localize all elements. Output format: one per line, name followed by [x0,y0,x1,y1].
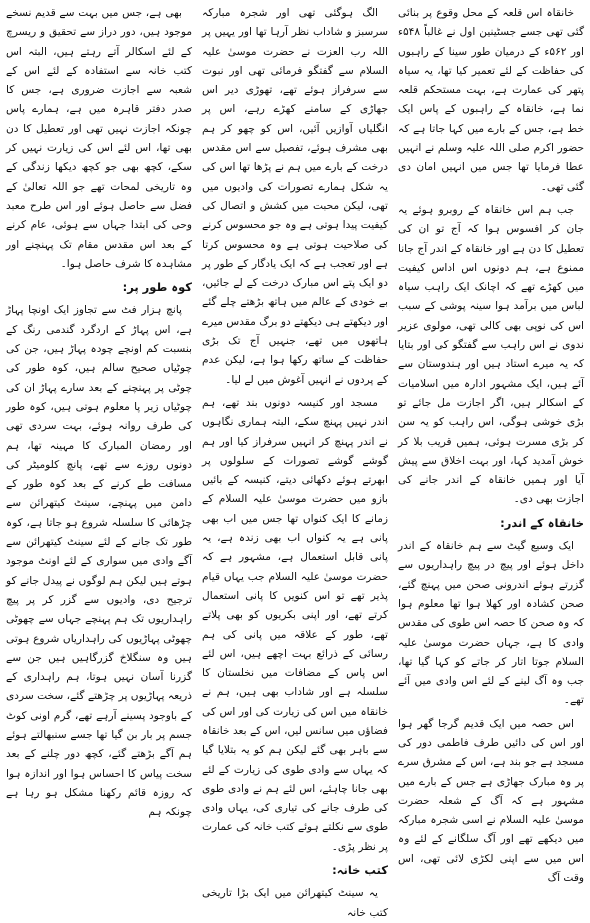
paragraph: جب ہم اس خانقاہ کے روبرو ہوئے یہ جان کر افسوس ہوا کہ آج تو ان کی تعطیل کا دن ہے اور خانقاہ کے اندر آج جانا ممنوع ہے، ہم دونوں اس اداس کیفیت میں کھڑے تھے کہ اچانک ایک راہب سیاہ لباس میں برآمد ہوا سینہ پوشی کے سبب اس کی نوپی بھی کالی تھی، مولوی عزیر ندوی نے اس راہب سے گفتگو کی اور بتایا کہ یہ میرے استاد ہیں اور ہندوستان سے آئے ہیں، ایک مشہور ادارہ میں اسلامیات کے اسکالر ہیں، اگر اجازت مل جائے تو بڑی خوشی ہوگی، اس راہب کو یہ سن کر بڑی مسرت ہوئی، ہمیں قریب بلا کر خوش آمدید کہا، اور بہت اخلاق سے پیش آیا اور ہمیں خانقاہ کے اندر جانے کی اجازت بھی دی۔ [398,203,584,506]
paragraph: پانچ ہزار فٹ سے تجاوز ایک اونچا پہاڑ ہے، اس پہاڑ کے اردگرد گندمی رنگ کے بنسبت کم اونچے چودہ پہاڑ ہیں، جن کی چوٹیاں صحیح سالم ہیں، کوہ طور کی چوٹی پر پہنچنے کے بعد سارے پہاڑ ان کی چوٹیاں زیر پا معلوم ہوتی ہیں، کوہ طور کی طرف روانہ ہوئے، بہت سردی تھی اور رمضان المبارک کا مہینہ تھا، ہم دونوں روزے سے تھے، پانچ کلومیٹر کی مسافت طے کرنے کے بعد کوہ طور کے دامن میں پہنچے، سینٹ کیتھرائن سے چڑھائی کا سلسلہ شروع ہو جاتا ہے، کوہ طور تک جانے کے لئے سینٹ کیتھرائن سے آگے وادی میں سواری کے لئے اونٹ موجود ہوتے ہیں لیکن ہم لوگوں نے پیدل جانے کو ترجیح دی، وادیوں سے گزر کر پر پیچ راہداریوں تک ہم پہنچے جہاں سے چھوٹی چھوٹی پہاڑیوں کی راہداریاں شروع ہوتی ہیں وہ سنگلاخ گزرگاہیں ہیں جن سے گزرنا آسان نہیں ہوتا، ہم راہداری کے ذریعہ پہاڑیوں پر چڑھتے گئے، سخت سردی کے باوجود پسینے آرہے تھے، گرم اونی کوٹ جسم پر بار بن گیا تھا جسے سنبھالتے ہوئے ہم آگے بڑھتے گئے، کچھ دور چلنے کے بعد سخت پیاس کا احساس ہوا اور اندازہ ہوا کہ روزہ قائم رکھنا مشکل ہو رہا ہے چونکہ ہم [6,304,192,819]
paragraph: ایک وسیع گیٹ سے ہم خانقاہ کے اندر داخل ہوئے اور پیچ در پیچ راہداریوں سے گزرتے ہوئے اندرونی صحن میں پہنچ گئے، صحن کشادہ اور کھلا ہوا تھا معلوم ہوا کہ وہ صحن کا حصہ اس طوی کی مقدس وادی کا ہے، جہاں حضرت موسیٰ علیہ السلام جوتا اتار کر جاتے کو کہا گیا تھا، جب وہ آگ لینے کے لئے اس وادی میں آئے تھے۔ [398,540,584,707]
paragraph: یہ سینٹ کیتھرائن میں ایک بڑا تاریخی کتب خانہ [202,887,388,919]
column-left [6,4,192,819]
paragraph: خانقاہ اس قلعہ کے محل وقوع پر بنائی گئی تھی جسے جسٹینین اول نے غالباً ۵۴۸ء اور ۵۶۲ء کے درمیان طور سینا کے راہبوں کی حفاظت کے لئے تعمیر کیا تھا، یہ سیاہ پتھر کی عمارت ہے، بہت مستحکم قلعہ نما ہے، خانقاہ کے راہبوں کے پاس ایک خط ہے، جس کے بارے میں کہا جاتا ہے کہ حضور اکرم صلی اللہ علیہ وسلم نے انہیں عطا فرمایا تھا جس میں انہیں امان دی گئی تھی۔ [398,7,584,193]
section-heading: کوہ طور پر: [122,280,192,295]
column-middle [202,4,388,919]
paragraph: الگ ہوگئی تھی اور شجرہ مبارکہ سرسبز و شاداب نظر آرہا تھا اور یہیں پر اللہ رب العزت نے حضرت موسیٰ علیہ السلام سے گفتگو فرمائی تھی اور نبوت سے سرفراز ہوئے تھے، تھوڑی دیر اس جھاڑی کے سامنے کھڑے رہے، اس پر انگلیاں آوازیں آئیں، اس کو چھو کر ہم بھی مشرف ہوئے، تفصیل سے اس مقدس درخت کے بارے میں ہم نے پڑھا تھا اس کی یہ شکل ہمارے تصورات کی وادیوں میں تھی، لیکن محبت میں کشش و اتصال کی کیفیت پیدا ہوتی ہے وہ جو محسوس کرنے کی صلاحیت ہوتی ہے وہ محسوس کرتا ہے اور تعجب ہے کہ ایک یادگار کے طور پر دو ایک پتے اس مبارک درخت کے لے جائیں، بے خودی کے عالم میں ہاتھ بڑھتے چلے گئے اور دیکھتے ہی دیکھتے دو برگ مقدس میرے ہاتھوں میں تھے، جنہیں آج تک بڑی حفاظت کے ساتھ رکھا ہوا ہے، لیکن عدم کے پردوں نے انہیں آغوش میں لے لیا۔ [202,7,388,386]
section-heading: کتب خانہ: [332,863,388,878]
column-right [398,4,584,885]
section-heading: خانقاہ کے اندر: [500,515,584,530]
paragraph: اس حصہ میں ایک قدیم گرجا گھر ہوا اور اس کی دائیں طرف فاطمی دور کی مسجد ہے جو بند ہے، اس کے مشرق سرے پر وہ مبارک جھاڑی ہے جس کے بارے میں مشہور ہے کہ آگ کے شعلہ حضرت موسیٰ علیہ السلام نے اسی شجرہ مبارکہ میں دیکھے تھے اور آگ سلگانے کے لئے وہ اس میں سے اپنی لکڑی لائی تھی، اس وقت آگ [398,717,584,885]
paragraph: بھی ہے، جس میں بہت سے قدیم نسخے موجود ہیں، دور دراز سے تحقیق و ریسرچ کے لئے اسکالر آتے رہتے ہیں، البتہ اس کتب خانہ سے استفادہ کے لئے اس کے شعبہ سے اجازت ضروری ہے، جس کا صدر دفتر قاہرہ میں ہے، ہمارے پاس چونکہ اجازت نہیں تھی اور تعطیل کا دن بھی تھا، اس لئے اس کی زیارت نہیں کر سکے، کچھ بھی جو کچھ دیکھا زندگی کے وہ تاریخی لمحات تھے جو اللہ تعالیٰ کے فضل سے حاصل ہوئے اور اس طرح معبد وحی کی ابتدا جہاں سے ہوئی، عام کرنے کے بعد اس مقدس مقام تک پہنچنے اور مشاہدہ کا شرف حاصل ہوا۔ [6,7,192,270]
paragraph: مسجد اور کنیسہ دونوں بند تھے، ہم اندر نہیں پہنچ سکے، البتہ ہماری نگاہوں نے اندر پہنچ کر انہیں سرفراز کیا اور ہم گوشے گوشے تصورات کے سلولوں پر ابھرتے ہوئے دکھائی دیتے، کنیسہ کے بائیں بازو میں حضرت موسیٰ علیہ السلام کے زمانے کا ایک کنواں تھا جس میں اب بھی پانی ہے یہ کنواں اب بھی زندہ ہے، یہ پانی قابل استعمال ہے، مشہور ہے کہ حضرت موسیٰ علیہ السلام جب یہاں قیام پذیر تھے تو اس کنویں کا پانی استعمال کرتے تھے، اور اپنی بکریوں کو بھی پلاتے تھے، طور کے علاقہ میں پانی کی ہم رسائی کے ذرائع بہت اچھے ہیں، اس لئے اس پاس کے مضافات میں نخلستان کا سلسلہ ہے اور شاداب بھی ہیں، ہم نے خانقاہ میں اس کی زیارت کی اور اس کی فضاؤں میں سانس لیں، اس کے بعد خانقاہ سے باہر بھی گئے لیکن ہم کو یہ بتلایا گیا کہ یہاں سے وادی طوی کی زیارت کے لئے بھی جانا چاہئے، اس لئے ہم نے وادی طوی کی طرف جانے کی تیاری کی، یہاں وادی طوی سے نکلتے ہوئے کتب خانہ کی عمارت پر نظر پڑی۔ [202,396,388,853]
